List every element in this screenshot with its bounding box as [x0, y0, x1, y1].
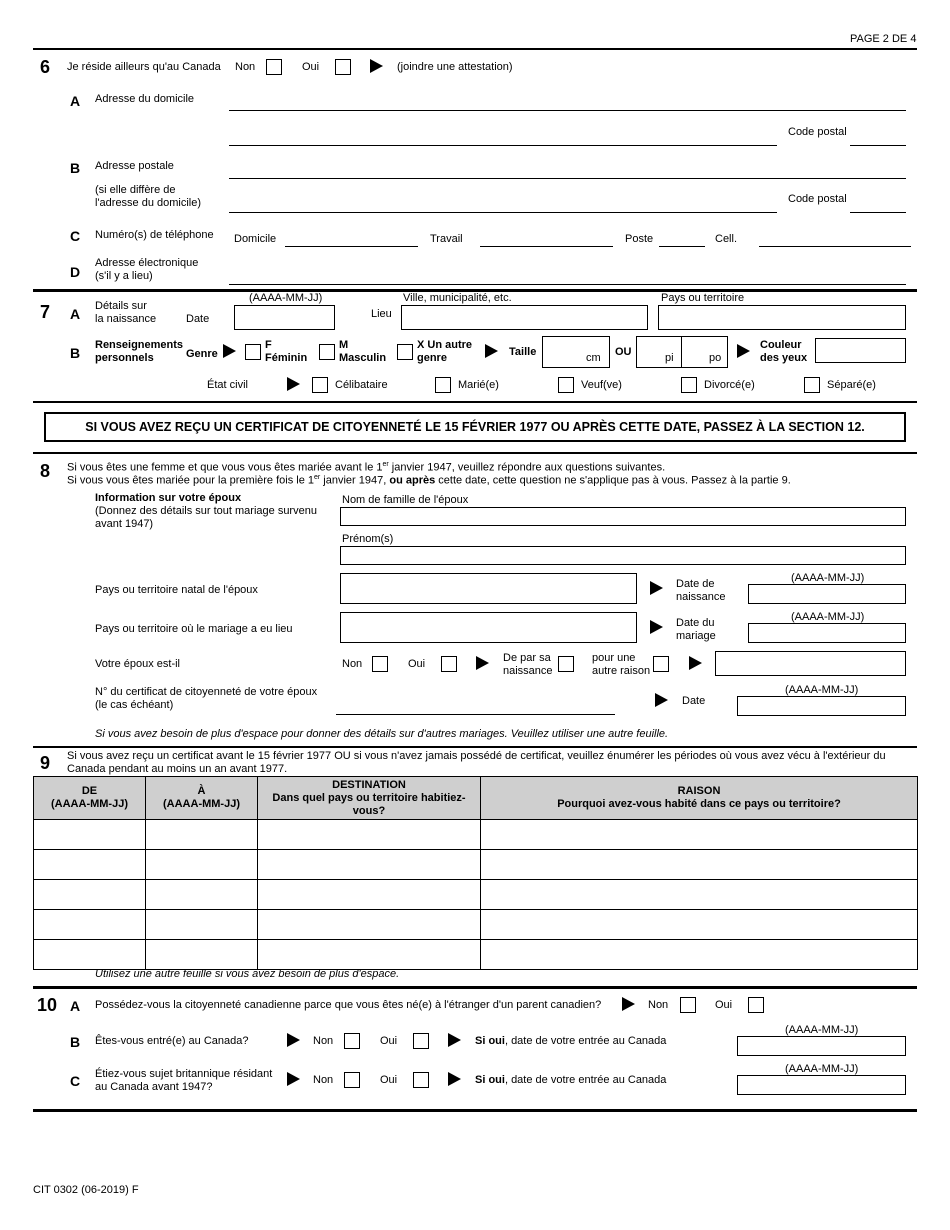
s10-c-oui-label: Oui	[380, 1074, 398, 1086]
phone-home-field[interactable]	[285, 246, 418, 247]
mailing-address-line-2[interactable]	[229, 212, 777, 213]
arrow-icon	[737, 344, 750, 358]
s6-b-sub2: l'adresse du domicile)	[95, 197, 202, 209]
birth-date-format: (AAAA-MM-JJ)	[249, 292, 323, 304]
rule	[33, 746, 917, 748]
spouse-birth-date-label1: Date de	[676, 578, 715, 590]
s6-attach-note: (joindre une attestation)	[397, 61, 513, 73]
table-cell[interactable]	[481, 820, 918, 850]
arrow-icon	[476, 656, 489, 670]
rule	[33, 48, 917, 50]
s10-a-oui-label: Oui	[715, 999, 733, 1011]
arrow-icon	[370, 59, 383, 73]
spouse-citizen-oui-checkbox[interactable]	[441, 656, 457, 672]
other-reason-checkbox[interactable]	[653, 656, 669, 672]
phone-work-label: Travail	[430, 233, 463, 245]
marital-separated-checkbox[interactable]	[804, 377, 820, 393]
s9-intro-line1: Si vous avez reçu un certificat avant le 15 février 1977 OU si vous n'avez jamais possédé de certificat, veuillez énumérer les périodes où vous avez vécu à l'extérieur du	[67, 750, 886, 762]
s10-b-oui-checkbox[interactable]	[413, 1033, 429, 1049]
table-cell[interactable]	[481, 850, 918, 880]
spouse-cert-date-format: (AAAA-MM-JJ)	[785, 684, 859, 696]
table-cell[interactable]	[258, 850, 481, 880]
skip-instruction-text: SI VOUS AVEZ REÇU UN CERTIFICAT DE CITOYENNETÉ LE 15 FÉVRIER 1977 OU APRÈS CETTE DATE, PASSEZ À LA SECTION 12.	[85, 420, 865, 434]
s10-c-oui-checkbox[interactable]	[413, 1072, 429, 1088]
arrow-icon	[223, 344, 236, 358]
table-cell[interactable]	[258, 940, 481, 970]
height-cm-unit: cm	[586, 352, 601, 364]
gender-m-letter: M	[339, 339, 349, 351]
phone-ext-field[interactable]	[659, 246, 705, 247]
home-postal-code[interactable]	[850, 145, 906, 146]
table-cell[interactable]	[34, 850, 146, 880]
arrow-icon	[287, 377, 300, 391]
arrow-icon	[448, 1033, 461, 1047]
arrow-icon	[287, 1072, 300, 1086]
marriage-date-field[interactable]	[748, 623, 906, 643]
phone-home-label: Domicile	[234, 233, 277, 245]
s10-b-question: Êtes-vous entré(e) au Canada?	[95, 1035, 249, 1047]
table-cell[interactable]	[481, 910, 918, 940]
s6-b-sub1: (si elle diffère de	[95, 184, 176, 196]
col-header-destination: DESTINATION Dans quel pays ou territoire habitiez-vous?	[258, 777, 481, 820]
marital-married-label: Marié(e)	[458, 379, 499, 391]
arrow-icon	[650, 620, 663, 634]
s6-d-letter: D	[70, 264, 81, 280]
s6-c-letter: C	[70, 228, 81, 244]
home-address-line-2[interactable]	[229, 145, 777, 146]
s7-b-label2: personnels	[95, 352, 154, 364]
table-cell[interactable]	[258, 910, 481, 940]
mailing-address-line-1[interactable]	[229, 178, 906, 179]
section-9-number: 9	[40, 753, 51, 773]
spouse-firstname-label: Prénom(s)	[342, 533, 394, 545]
phone-cell-field[interactable]	[759, 246, 911, 247]
gender-x-label1: X Un autre	[417, 339, 473, 351]
spouse-info-title: Information sur votre époux	[95, 492, 242, 504]
s7-a-label1: Détails sur	[95, 300, 147, 312]
table-cell[interactable]	[146, 910, 258, 940]
section-6-question: Je réside ailleurs qu'au Canada	[67, 61, 221, 73]
s6-a-postal-label: Code postal	[788, 126, 847, 138]
s10-a-question: Possédez-vous la citoyenneté canadienne parce que vous êtes né(e) à l'étranger d'un parent canadien?	[95, 999, 602, 1011]
birth-date-field[interactable]	[234, 305, 335, 330]
table-cell[interactable]	[34, 880, 146, 910]
s8-intro-line1: Si vous êtes une femme et que vous vous êtes mariée avant le 1er janvier 1947, veuillez répondre aux questions suivantes.	[67, 461, 666, 474]
rule	[33, 1109, 917, 1112]
rule	[33, 401, 917, 403]
marital-widowed-checkbox[interactable]	[558, 377, 574, 393]
section-6-number: 6	[40, 57, 51, 77]
rule	[33, 986, 917, 989]
phone-ext-label: Poste	[625, 233, 654, 245]
s10-b-non-checkbox[interactable]	[344, 1033, 360, 1049]
s6-c-label: Numéro(s) de téléphone	[95, 229, 214, 241]
home-address-line-1[interactable]	[229, 110, 906, 111]
other-reason-field[interactable]	[715, 651, 906, 676]
s7-a-letter: A	[70, 306, 81, 322]
table-cell[interactable]	[481, 940, 918, 970]
arrow-icon	[655, 693, 668, 707]
s10-c-date-format: (AAAA-MM-JJ)	[785, 1063, 859, 1075]
table-row	[34, 850, 918, 880]
table-cell[interactable]	[34, 820, 146, 850]
s10-b-date-format: (AAAA-MM-JJ)	[785, 1024, 859, 1036]
s8-intro-line2: Si vous vous êtes mariée pour la première fois le 1er janvier 1947, ou après cette date, cette question ne s'applique pas à vous. Passez à la partie 9.	[67, 474, 791, 487]
spouse-citizen-non-label: Non	[342, 658, 363, 670]
s6-non-checkbox[interactable]	[266, 59, 282, 75]
other-reason-label2: autre raison	[592, 665, 651, 677]
s6-b-letter: B	[70, 160, 81, 176]
gender-x-label2: genre	[417, 352, 447, 364]
arrow-icon	[650, 581, 663, 595]
spouse-cert-field[interactable]	[336, 714, 615, 715]
s10-c-if-yes: Si oui, date de votre entrée au Canada	[475, 1074, 667, 1086]
table-cell[interactable]	[146, 880, 258, 910]
s6-oui-checkbox[interactable]	[335, 59, 351, 75]
marital-status-label: État civil	[207, 379, 248, 391]
arrow-icon	[485, 344, 498, 358]
section-7-number: 7	[40, 302, 51, 322]
spouse-lastname-field[interactable]	[340, 507, 906, 526]
s6-oui-label: Oui	[302, 61, 320, 73]
table-cell[interactable]	[481, 880, 918, 910]
s7-b-letter: B	[70, 345, 81, 361]
gender-m-checkbox[interactable]	[319, 344, 335, 360]
marital-separated-label: Séparé(e)	[827, 379, 876, 391]
s6-d-label2: (s'il y a lieu)	[95, 270, 153, 282]
birth-country-field[interactable]	[658, 305, 906, 330]
s10-b-oui-label: Oui	[380, 1035, 398, 1047]
s6-a-label: Adresse du domicile	[95, 93, 195, 105]
birth-place-label: Lieu	[371, 308, 392, 320]
marital-divorced-checkbox[interactable]	[681, 377, 697, 393]
section-8-number: 8	[40, 461, 51, 481]
table-cell[interactable]	[34, 940, 146, 970]
marriage-date-label2: mariage	[676, 630, 716, 642]
marital-single-checkbox[interactable]	[312, 377, 328, 393]
spouse-citizen-oui-label: Oui	[408, 658, 426, 670]
s10-c-question1: Étiez-vous sujet britannique résidant	[95, 1068, 273, 1080]
residence-table	[33, 776, 918, 970]
s10-c-date-field[interactable]	[737, 1075, 906, 1095]
eye-color-field[interactable]	[815, 338, 906, 363]
s6-b-postal-label: Code postal	[788, 193, 847, 205]
s7-b-label1: Renseignements	[95, 339, 184, 351]
s6-non-label: Non	[235, 61, 256, 73]
marriage-date-format: (AAAA-MM-JJ)	[791, 611, 865, 623]
arrow-icon	[287, 1033, 300, 1047]
arrow-icon	[448, 1072, 461, 1086]
rule	[33, 452, 917, 454]
table-cell[interactable]	[146, 850, 258, 880]
s10-b-non-label: Non	[313, 1035, 334, 1047]
s10-a-oui-checkbox[interactable]	[748, 997, 764, 1013]
table-row	[34, 820, 918, 850]
spouse-info-sub2: avant 1947)	[95, 518, 154, 530]
gender-x-checkbox[interactable]	[397, 344, 413, 360]
spouse-citizen-label: Votre époux est-il	[95, 658, 180, 670]
gender-label: Genre	[186, 348, 218, 360]
form-code: CIT 0302 (06-2019) F	[33, 1184, 139, 1196]
eye-color-label2: des yeux	[760, 352, 808, 364]
s6-d-label1: Adresse électronique	[95, 257, 199, 269]
gender-f-checkbox[interactable]	[245, 344, 261, 360]
birth-city-label: Ville, municipalité, etc.	[403, 292, 512, 304]
s10-a-letter: A	[70, 998, 81, 1014]
col-header-to: À (AAAA-MM-JJ)	[146, 777, 258, 820]
by-birth-checkbox[interactable]	[558, 656, 574, 672]
table-cell[interactable]	[34, 910, 146, 940]
marital-widowed-label: Veuf(ve)	[581, 379, 622, 391]
email-field[interactable]	[229, 284, 906, 285]
spouse-birth-date-field[interactable]	[748, 584, 906, 604]
marriage-date-label1: Date du	[676, 617, 715, 629]
spouse-birth-date-label2: naissance	[676, 591, 726, 603]
s10-c-letter: C	[70, 1073, 81, 1089]
marital-married-checkbox[interactable]	[435, 377, 451, 393]
birth-date-label: Date	[186, 313, 210, 325]
table-row	[34, 940, 918, 970]
spouse-citizen-non-checkbox[interactable]	[372, 656, 388, 672]
s10-b-letter: B	[70, 1034, 81, 1050]
marital-divorced-label: Divorcé(e)	[704, 379, 755, 391]
table-row	[34, 910, 918, 940]
spouse-firstname-field[interactable]	[340, 546, 906, 565]
by-birth-label1: De par sa	[503, 652, 551, 664]
s6-a-letter: A	[70, 93, 81, 109]
height-label: Taille	[509, 346, 537, 358]
page-number: PAGE 2 DE 4	[850, 33, 917, 45]
s9-intro-line2: Canada pendant au moins un an avant 1977.	[67, 763, 288, 775]
s9-note: Utilisez une autre feuille si vous avez besoin de plus d'espace.	[95, 968, 400, 980]
table-cell[interactable]	[258, 820, 481, 850]
spouse-cert-date-label: Date	[682, 695, 706, 707]
phone-cell-label: Cell.	[715, 233, 738, 245]
spouse-birth-country-field[interactable]	[340, 573, 637, 604]
spouse-cert-date-field[interactable]	[737, 696, 906, 716]
spouse-lastname-label: Nom de famille de l'époux	[342, 494, 469, 506]
spouse-cert-label1: N° du certificat de citoyenneté de votre époux	[95, 686, 318, 698]
birth-city-field[interactable]	[401, 305, 648, 330]
s10-c-question2: au Canada avant 1947?	[95, 1081, 213, 1093]
marriage-country-label: Pays ou territoire où le mariage a eu lieu	[95, 623, 293, 635]
arrow-icon	[622, 997, 635, 1011]
col-header-reason: RAISON Pourquoi avez-vous habité dans ce pays ou territoire?	[481, 777, 918, 820]
phone-work-field[interactable]	[480, 246, 613, 247]
height-or-label: OU	[615, 346, 632, 358]
s10-a-non-label: Non	[648, 999, 669, 1011]
other-reason-label1: pour une	[592, 652, 636, 664]
arrow-icon	[689, 656, 702, 670]
s10-a-non-checkbox[interactable]	[680, 997, 696, 1013]
s10-c-non-label: Non	[313, 1074, 334, 1086]
s8-note: Si vous avez besoin de plus d'espace pour donner des détails sur d'autres mariages. Veuillez utiliser une autre feuille.	[95, 728, 669, 740]
gender-f-letter: F	[265, 339, 272, 351]
section-10-number: 10	[37, 995, 58, 1015]
spouse-info-sub1: (Donnez des détails sur tout mariage survenu	[95, 505, 317, 517]
by-birth-label2: naissance	[503, 665, 553, 677]
gender-m-label: Masculin	[339, 352, 387, 364]
height-in-unit: po	[709, 352, 722, 364]
s6-b-label: Adresse postale	[95, 160, 174, 172]
s7-a-label2: la naissance	[95, 313, 157, 325]
table-cell[interactable]	[146, 940, 258, 970]
gender-f-label: Féminin	[265, 352, 308, 364]
marital-single-label: Célibataire	[335, 379, 388, 391]
height-ft-unit: pi	[665, 352, 674, 364]
eye-color-label1: Couleur	[760, 339, 802, 351]
s10-c-non-checkbox[interactable]	[344, 1072, 360, 1088]
col-header-from: DE (AAAA-MM-JJ)	[34, 777, 146, 820]
s10-b-if-yes: Si oui, date de votre entrée au Canada	[475, 1035, 667, 1047]
s10-b-date-field[interactable]	[737, 1036, 906, 1056]
table-cell[interactable]	[258, 880, 481, 910]
marriage-country-field[interactable]	[340, 612, 637, 643]
table-row	[34, 880, 918, 910]
spouse-cert-label2: (le cas échéant)	[95, 699, 174, 711]
spouse-birth-date-format: (AAAA-MM-JJ)	[791, 572, 865, 584]
table-header-row	[34, 777, 918, 820]
mailing-postal-code[interactable]	[850, 212, 906, 213]
spouse-birth-country-label: Pays ou territoire natal de l'époux	[95, 584, 258, 596]
birth-country-label: Pays ou territoire	[661, 292, 745, 304]
table-cell[interactable]	[146, 820, 258, 850]
height-ft-field[interactable]	[636, 336, 682, 368]
